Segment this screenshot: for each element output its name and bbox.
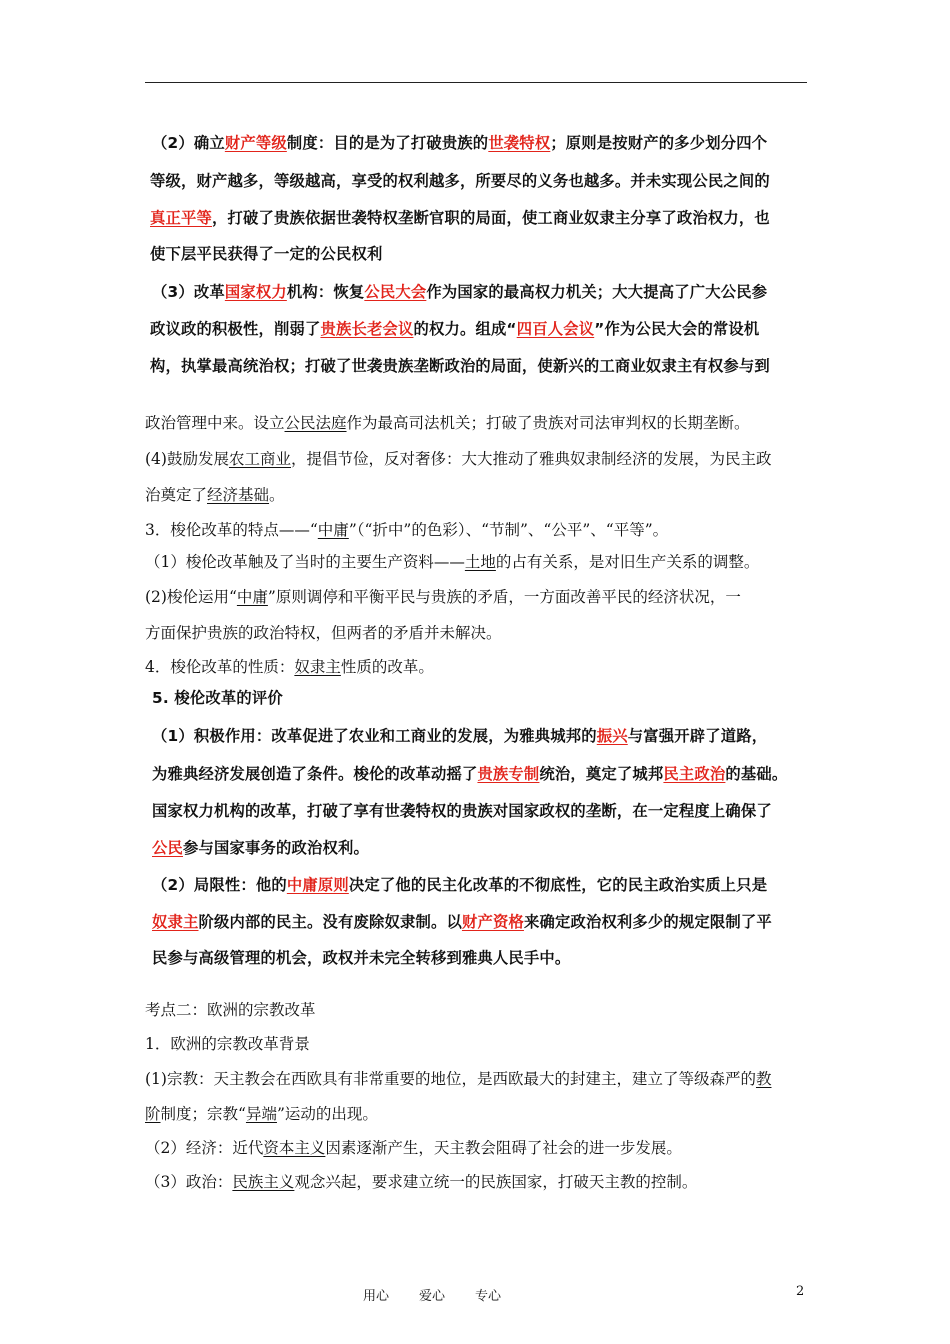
text-line: (4)鼓励发展农工商业，提倡节俭，反对奢侈：大大推动了雅典奴隶制经济的发展，为民主政	[145, 450, 772, 468]
section-heading: 5. 梭伦改革的评价	[152, 689, 283, 707]
text-line: 公民参与国家事务的政治权利。	[152, 839, 369, 857]
text-line: （2）局限性：他的中庸原则决定了他的民主化改革的不彻底性，它的民主政治实质上只是	[152, 876, 768, 894]
text-line: (1)宗教：天主教会在西欧具有非常重要的地位，是西欧最大的封建主，建立了等级森严的教	[145, 1070, 772, 1088]
text-line: 构，执掌最高统治权；打破了世袭贵族垄断政治的局面，使新兴的工商业奴隶主有权参与到	[150, 357, 770, 375]
highlight-term: 民主政治	[663, 765, 726, 783]
text-line: （1）梭伦改革触及了当时的主要生产资料——土地的占有关系，是对旧生产关系的调整。	[145, 553, 760, 571]
text-line: （3）改革国家权力机构：恢复公民大会作为国家的最高权力机关；大大提高了广大公民参	[152, 283, 768, 301]
highlight-term: 贵族专制	[477, 765, 540, 783]
text-line: 等级，财产越多，等级越高，享受的权利越多，所要尽的义务也越多。并未实现公民之间的	[150, 172, 770, 190]
header-rule	[145, 82, 807, 83]
text-line: 4．梭伦改革的性质：奴隶主性质的改革。	[145, 658, 434, 676]
footer-motto: 用心 爱心 专心	[363, 1289, 502, 1304]
highlight-term: 中庸原则	[286, 876, 349, 894]
highlight-term: 公民	[152, 839, 183, 857]
highlight-term: 振兴	[596, 727, 628, 745]
highlight-term: 贵族长老会议	[320, 320, 414, 338]
text-line: 政议政的积极性，削弱了贵族长老会议的权力。组成“四百人会议”作为公民大会的常设机	[150, 320, 760, 338]
text-line: 为雅典经济发展创造了条件。梭伦的改革动摇了贵族专制统治，奠定了城邦民主政治的基础。	[152, 765, 788, 783]
text-line: （1）积极作用：改革促进了农业和工商业的发展，为雅典城邦的振兴与富强开辟了道路，	[152, 727, 768, 745]
text-line: 政治管理中来。设立公民法庭作为最高司法机关；打破了贵族对司法审判权的长期垄断。	[145, 414, 750, 432]
text-line: 奴隶主阶级内部的民主。没有废除奴隶制。以财产资格来确定政治权利多少的规定限制了平	[152, 913, 772, 931]
page-number: 2	[796, 1284, 805, 1299]
highlight-term: 公民大会	[364, 283, 427, 301]
underlined-term: 资本主义	[263, 1139, 326, 1157]
underlined-term: 中庸	[317, 521, 349, 539]
text-line: 治奠定了经济基础。	[145, 486, 285, 504]
highlight-term: 奴隶主	[152, 913, 199, 931]
text-line: (2)梭伦运用“中庸”原则调停和平衡平民与贵族的矛盾，一方面改善平民的经济状况，一	[145, 588, 741, 606]
underlined-term: 教	[755, 1070, 772, 1088]
underlined-term: 中庸	[236, 588, 268, 606]
underlined-term: 经济基础	[207, 486, 270, 504]
text-line: 1．欧洲的宗教改革背景	[145, 1035, 310, 1053]
text-line: 民参与高级管理的机会，政权并未完全转移到雅典人民手中。	[152, 949, 571, 967]
text-line: （2）确立财产等级制度：目的是为了打破贵族的世袭特权；原则是按财产的多少划分四个	[152, 134, 768, 152]
underlined-term: 民族主义	[232, 1173, 295, 1191]
highlight-term: 财产资格	[461, 913, 524, 931]
text-line: 国家权力机构的改革，打破了享有世袭特权的贵族对国家政权的垄断，在一定程度上确保了	[152, 802, 772, 820]
underlined-term: 异端	[245, 1105, 277, 1123]
text-line: （2）经济：近代资本主义因素逐渐产生，天主教会阻碍了社会的进一步发展。	[145, 1139, 682, 1157]
highlight-term: 四百人会议	[516, 320, 595, 338]
underlined-term: 公民法庭	[284, 414, 347, 432]
text-line: 阶制度；宗教“异端”运动的出现。	[145, 1105, 378, 1123]
text-line: 3．梭伦改革的特点——“中庸”（“折中”的色彩）、“节制”、“公平”、“平等”。	[145, 521, 669, 539]
highlight-term: 国家权力	[224, 283, 287, 301]
underlined-term: 阶	[145, 1105, 161, 1123]
section-heading: 考点二：欧洲的宗教改革	[145, 1001, 316, 1019]
highlight-term: 世袭特权	[488, 134, 551, 152]
text-line: （3）政治：民族主义观念兴起，要求建立统一的民族国家，打破天主教的控制。	[145, 1173, 698, 1191]
highlight-term: 财产等级	[224, 134, 287, 152]
underlined-term: 农工商业	[228, 450, 291, 468]
text-line: 使下层平民获得了一定的公民权利	[150, 245, 383, 263]
text-line: 真正平等，打破了贵族依据世袭特权垄断官职的局面，使工商业奴隶主分享了政治权力，也	[150, 209, 770, 227]
underlined-term: 土地	[464, 553, 496, 571]
highlight-term: 真正平等	[150, 209, 212, 227]
underlined-term: 奴隶主	[294, 658, 341, 676]
text-line: 方面保护贵族的政治特权，但两者的矛盾并未解决。	[145, 624, 502, 642]
